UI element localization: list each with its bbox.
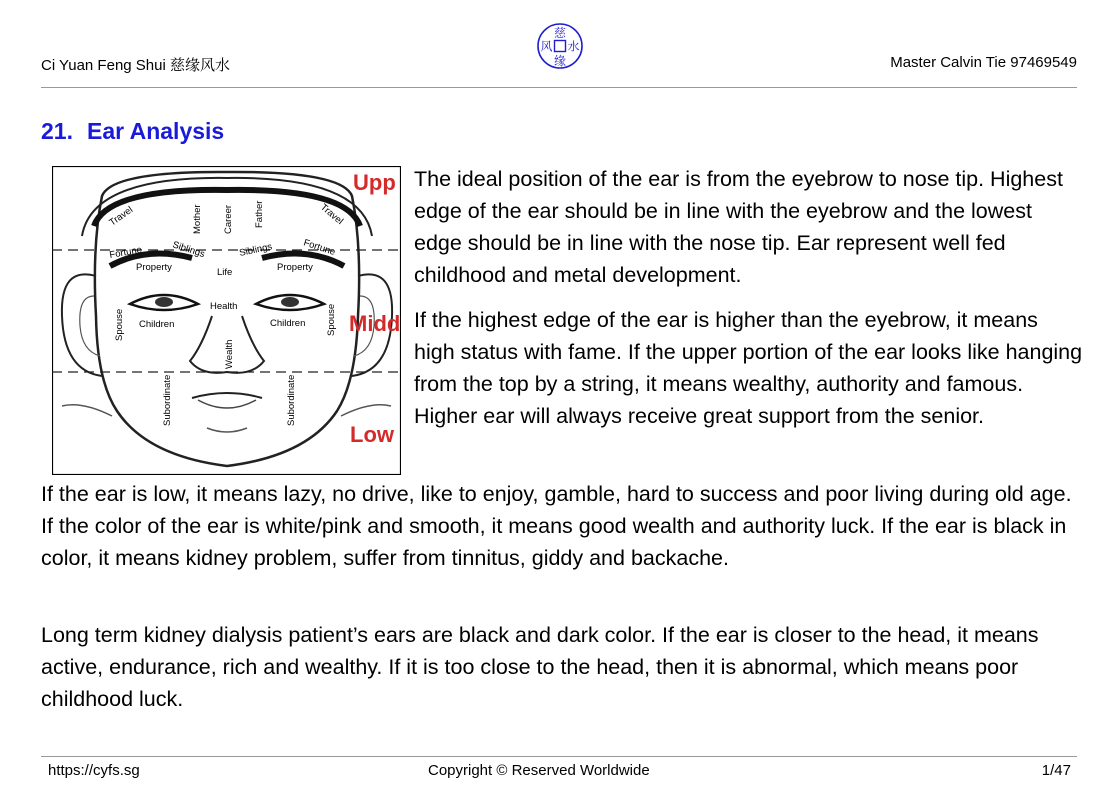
label-subordinate-left: Subordinate [162,374,173,426]
footer-page-number: 1/47 [1041,762,1071,779]
zone-lower-label: Low [350,422,394,447]
zone-middle-label: Midd [349,311,401,336]
logo-emblem [536,22,584,70]
paragraph-high-ear: If the highest edge of the ear is higher than the eyebrow, it means high status with fame. If the upper portion of the ear looks like hanging from the top by a string, it means wealthy, authority and famous. Higher ear will always receive great support from the senior. [414,308,1083,428]
label-mother: Mother [192,204,203,234]
label-spouse-left: Spouse [114,308,125,341]
label-property-right: Property [277,262,313,273]
footer-url: https://cyfs.sg [48,762,140,779]
footer-divider [41,756,1077,757]
section-number: 21. [41,118,73,144]
paragraph-kidney: Long term kidney dialysis patient’s ears are black and dark color. If the ear is closer to the head, it means active, endurance, rich and wealthy. If it is too close to the head, then it is abnormal, which means poor childhood luck. [41,623,1039,711]
footer-copyright: Copyright © Reserved Worldwide [428,762,650,779]
label-spouse-right: Spouse [326,303,337,336]
label-fortune-right: Fortune [302,237,337,258]
label-life: Life [217,267,233,278]
label-travel-right: Travel [318,201,346,228]
label-health: Health [210,301,238,312]
paragraph-low-ear: If the ear is low, it means lazy, no drive, like to enjoy, gamble, hard to success and poor living during old age. If the color of the ear is white/pink and smooth, it means good wealth and authority luck. If the ear is black in color, it means kidney problem, suffer from tinnitus, giddy and backache. [41,482,1072,570]
header-divider [41,87,1077,88]
label-wealth: Wealth [224,339,235,369]
label-children-right: Children [270,318,306,329]
logo-char-right: 水 [567,39,580,54]
label-property-left: Property [136,262,172,273]
section-heading [41,118,224,145]
header-site-name: Ci Yuan Feng Shui 慈缘风水 [41,57,230,74]
logo-char-top: 慈 [553,26,567,40]
paragraph-ideal-position: The ideal position of the ear is from the eyebrow to nose tip. Highest edge of the ear should be in line with the eyebrow and the lowest edge should be in line with the nose tip. Ear represent well fed childhood and metal development. [414,167,1063,287]
face-reading-diagram [52,166,401,475]
zone-upper-label: Upp [353,170,396,195]
label-subordinate-right: Subordinate [286,374,297,426]
header-contact: Master Calvin Tie 97469549 [890,54,1077,71]
label-travel-left: Travel [107,204,136,229]
label-children-left: Children [139,319,175,330]
label-siblings-right: Siblings [238,241,274,259]
section-title: Ear Analysis [86,118,225,144]
label-fortune-left: Fortune [108,244,143,261]
logo-char-bottom: 缘 [553,54,567,68]
label-father: Father [254,200,265,228]
logo-char-left: 风 [540,39,553,54]
label-career: Career [223,204,234,234]
label-siblings-left: Siblings [171,239,207,261]
